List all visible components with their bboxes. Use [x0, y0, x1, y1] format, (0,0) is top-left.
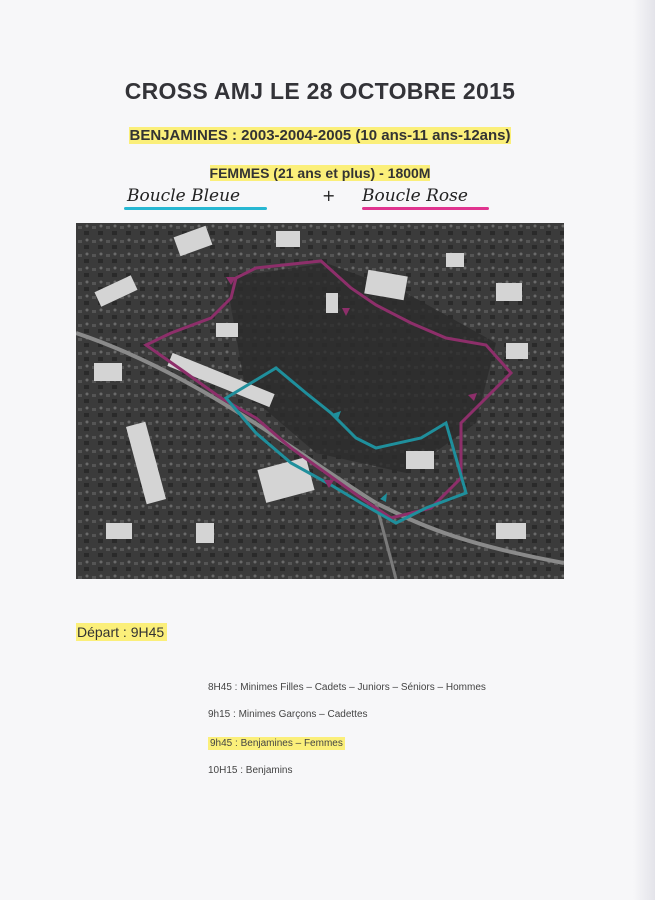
- schedule-item: 10H15 : Benjamins: [208, 765, 293, 776]
- schedule-item-text: 9h45 : Benjamines – Femmes: [210, 738, 343, 749]
- category-femmes: [0, 165, 640, 181]
- category-femmes-text: FEMMES (21 ans et plus) - 1800M: [209, 165, 431, 181]
- category-benjamines: [0, 127, 640, 144]
- loop-rose-underline: [362, 207, 489, 210]
- category-benjamines-text: BENJAMINES : 2003-2004-2005 (10 ans-11 ans-12ans): [129, 127, 511, 144]
- loop-blue-underline: [124, 207, 267, 210]
- depart-time-text: Départ : 9H45: [76, 623, 167, 641]
- loop-rose-label: Boucle Rose: [362, 186, 468, 206]
- page-title: CROSS AMJ LE 28 OCTOBRE 2015: [124, 78, 516, 104]
- schedule-item: 9h15 : Minimes Garçons – Cadettes: [208, 709, 368, 720]
- depart-time: [76, 624, 167, 640]
- schedule-item-highlighted: [208, 738, 345, 749]
- aerial-course-map: [76, 223, 564, 579]
- schedule-item: 8H45 : Minimes Filles – Cadets – Juniors – Séniors – Hommes: [208, 682, 486, 693]
- loop-plus-sign: +: [322, 186, 336, 205]
- loop-blue-label: Boucle Bleue: [127, 186, 241, 206]
